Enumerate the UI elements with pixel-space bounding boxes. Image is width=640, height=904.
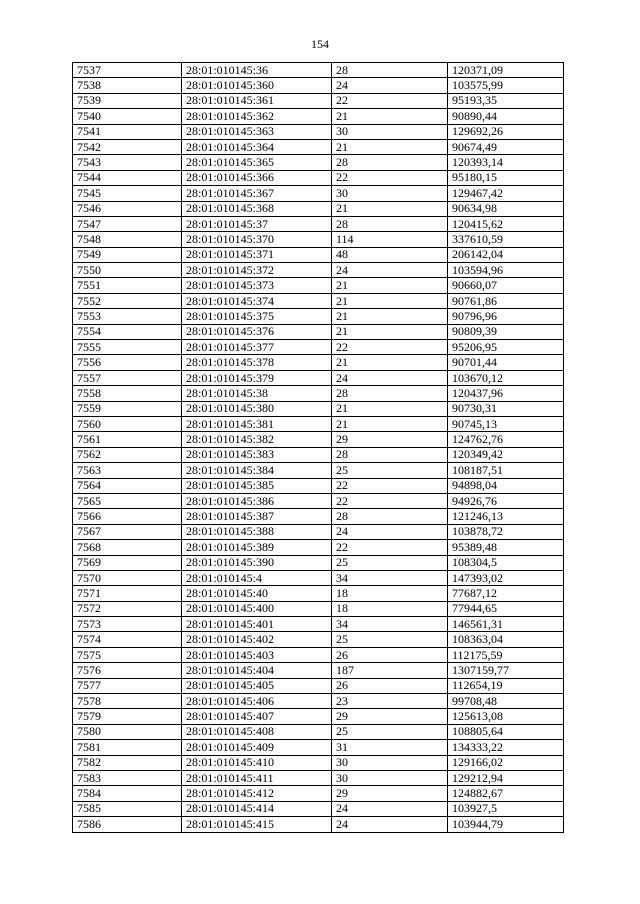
- area-cell: 23: [332, 694, 448, 709]
- area-cell: 21: [332, 324, 448, 339]
- cadastral-number-cell: 28:01:010145:384: [182, 463, 332, 478]
- cadastral-number-cell: 28:01:010145:408: [182, 724, 332, 739]
- table-row: [73, 647, 564, 662]
- value-cell: 124762,76: [448, 432, 564, 447]
- value-cell: 103927,5: [448, 801, 564, 816]
- row-number-cell: 7583: [73, 770, 182, 785]
- row-number-cell: 7567: [73, 524, 182, 539]
- value-cell: 124882,67: [448, 786, 564, 801]
- value-cell: 95180,15: [448, 170, 564, 185]
- table-row: [73, 340, 564, 355]
- table-row: [73, 232, 564, 247]
- value-cell: 99708,48: [448, 694, 564, 709]
- cadastral-number-cell: 28:01:010145:377: [182, 340, 332, 355]
- cadastral-number-cell: 28:01:010145:404: [182, 663, 332, 678]
- value-cell: 90660,07: [448, 278, 564, 293]
- table-row: [73, 786, 564, 801]
- value-cell: 1307159,77: [448, 663, 564, 678]
- value-cell: 206142,04: [448, 247, 564, 262]
- area-cell: 28: [332, 386, 448, 401]
- table-row: [73, 463, 564, 478]
- cadastral-number-cell: 28:01:010145:403: [182, 647, 332, 662]
- cadastral-number-cell: 28:01:010145:362: [182, 109, 332, 124]
- value-cell: 108805,64: [448, 724, 564, 739]
- value-cell: 90761,86: [448, 293, 564, 308]
- table-row: [73, 447, 564, 462]
- area-cell: 24: [332, 817, 448, 832]
- cadastral-number-cell: 28:01:010145:364: [182, 139, 332, 154]
- table-row: [73, 263, 564, 278]
- table-row: [73, 678, 564, 693]
- table-row: [73, 170, 564, 185]
- row-number-cell: 7549: [73, 247, 182, 262]
- value-cell: 94926,76: [448, 493, 564, 508]
- area-cell: 34: [332, 570, 448, 585]
- row-number-cell: 7580: [73, 724, 182, 739]
- row-number-cell: 7551: [73, 278, 182, 293]
- table-row: [73, 416, 564, 431]
- area-cell: 22: [332, 478, 448, 493]
- area-cell: 26: [332, 647, 448, 662]
- table-row: [73, 109, 564, 124]
- table-row: [73, 432, 564, 447]
- row-number-cell: 7585: [73, 801, 182, 816]
- area-cell: 24: [332, 801, 448, 816]
- value-cell: 103575,99: [448, 78, 564, 93]
- cadastral-number-cell: 28:01:010145:414: [182, 801, 332, 816]
- table-row: [73, 586, 564, 601]
- area-cell: 22: [332, 540, 448, 555]
- cadastral-number-cell: 28:01:010145:36: [182, 63, 332, 78]
- table-row: [73, 293, 564, 308]
- table-row: [73, 370, 564, 385]
- cadastral-number-cell: 28:01:010145:415: [182, 817, 332, 832]
- table-row: [73, 309, 564, 324]
- value-cell: 90796,96: [448, 309, 564, 324]
- value-cell: 77687,12: [448, 586, 564, 601]
- area-cell: 18: [332, 586, 448, 601]
- value-cell: 90745,13: [448, 416, 564, 431]
- area-cell: 34: [332, 617, 448, 632]
- row-number-cell: 7576: [73, 663, 182, 678]
- table-row: [73, 724, 564, 739]
- table-row: [73, 601, 564, 616]
- table-row: [73, 817, 564, 832]
- value-cell: 120371,09: [448, 63, 564, 78]
- cadastral-number-cell: 28:01:010145:371: [182, 247, 332, 262]
- cadastral-number-cell: 28:01:010145:373: [182, 278, 332, 293]
- row-number-cell: 7566: [73, 509, 182, 524]
- table-row: [73, 139, 564, 154]
- area-cell: 30: [332, 770, 448, 785]
- row-number-cell: 7581: [73, 740, 182, 755]
- row-number-cell: 7548: [73, 232, 182, 247]
- area-cell: 24: [332, 524, 448, 539]
- row-number-cell: 7586: [73, 817, 182, 832]
- area-cell: 22: [332, 340, 448, 355]
- area-cell: 21: [332, 109, 448, 124]
- row-number-cell: 7572: [73, 601, 182, 616]
- row-number-cell: 7562: [73, 447, 182, 462]
- page-number: 154: [311, 37, 329, 51]
- cadastral-number-cell: 28:01:010145:376: [182, 324, 332, 339]
- cadastral-number-cell: 28:01:010145:38: [182, 386, 332, 401]
- cadastral-number-cell: 28:01:010145:363: [182, 124, 332, 139]
- cadastral-number-cell: 28:01:010145:400: [182, 601, 332, 616]
- table-row: [73, 570, 564, 585]
- cadastral-number-cell: 28:01:010145:386: [182, 493, 332, 508]
- area-cell: 29: [332, 432, 448, 447]
- table-row: [73, 324, 564, 339]
- cadastral-number-cell: 28:01:010145:381: [182, 416, 332, 431]
- table-row: [73, 201, 564, 216]
- table-row: [73, 709, 564, 724]
- row-number-cell: 7552: [73, 293, 182, 308]
- value-cell: 129692,26: [448, 124, 564, 139]
- cadastral-number-cell: 28:01:010145:375: [182, 309, 332, 324]
- cadastral-number-cell: 28:01:010145:382: [182, 432, 332, 447]
- table-row: [73, 524, 564, 539]
- area-cell: 28: [332, 509, 448, 524]
- table-row: [73, 186, 564, 201]
- row-number-cell: 7550: [73, 263, 182, 278]
- value-cell: 95389,48: [448, 540, 564, 555]
- table-body: [73, 63, 564, 833]
- area-cell: 21: [332, 278, 448, 293]
- value-cell: 120415,62: [448, 216, 564, 231]
- cadastral-number-cell: 28:01:010145:407: [182, 709, 332, 724]
- value-cell: 120393,14: [448, 155, 564, 170]
- area-cell: 28: [332, 155, 448, 170]
- value-cell: 112175,59: [448, 647, 564, 662]
- data-table: [72, 62, 564, 833]
- cadastral-number-cell: 28:01:010145:402: [182, 632, 332, 647]
- table-row: [73, 124, 564, 139]
- row-number-cell: 7542: [73, 139, 182, 154]
- value-cell: 134333,22: [448, 740, 564, 755]
- row-number-cell: 7565: [73, 493, 182, 508]
- area-cell: 28: [332, 447, 448, 462]
- table-row: [73, 63, 564, 78]
- area-cell: 22: [332, 493, 448, 508]
- table-row: [73, 770, 564, 785]
- row-number-cell: 7564: [73, 478, 182, 493]
- row-number-cell: 7575: [73, 647, 182, 662]
- row-number-cell: 7553: [73, 309, 182, 324]
- cadastral-number-cell: 28:01:010145:374: [182, 293, 332, 308]
- table-row: [73, 401, 564, 416]
- cadastral-number-cell: 28:01:010145:387: [182, 509, 332, 524]
- area-cell: 25: [332, 555, 448, 570]
- row-number-cell: 7545: [73, 186, 182, 201]
- cadastral-number-cell: 28:01:010145:379: [182, 370, 332, 385]
- cadastral-number-cell: 28:01:010145:388: [182, 524, 332, 539]
- cadastral-number-cell: 28:01:010145:389: [182, 540, 332, 555]
- value-cell: 90730,31: [448, 401, 564, 416]
- table-row: [73, 617, 564, 632]
- value-cell: 129166,02: [448, 755, 564, 770]
- cadastral-number-cell: 28:01:010145:406: [182, 694, 332, 709]
- area-cell: 21: [332, 139, 448, 154]
- cadastral-number-cell: 28:01:010145:378: [182, 355, 332, 370]
- row-number-cell: 7547: [73, 216, 182, 231]
- area-cell: 29: [332, 786, 448, 801]
- cadastral-number-cell: 28:01:010145:383: [182, 447, 332, 462]
- row-number-cell: 7537: [73, 63, 182, 78]
- value-cell: 129212,94: [448, 770, 564, 785]
- value-cell: 103944,79: [448, 817, 564, 832]
- area-cell: 25: [332, 632, 448, 647]
- value-cell: 112654,19: [448, 678, 564, 693]
- row-number-cell: 7578: [73, 694, 182, 709]
- area-cell: 25: [332, 463, 448, 478]
- value-cell: 147393,02: [448, 570, 564, 585]
- row-number-cell: 7539: [73, 93, 182, 108]
- table-row: [73, 509, 564, 524]
- cadastral-number-cell: 28:01:010145:361: [182, 93, 332, 108]
- row-number-cell: 7557: [73, 370, 182, 385]
- row-number-cell: 7560: [73, 416, 182, 431]
- value-cell: 103594,96: [448, 263, 564, 278]
- value-cell: 108304,5: [448, 555, 564, 570]
- row-number-cell: 7571: [73, 586, 182, 601]
- area-cell: 22: [332, 170, 448, 185]
- cadastral-number-cell: 28:01:010145:37: [182, 216, 332, 231]
- table-row: [73, 355, 564, 370]
- cadastral-number-cell: 28:01:010145:390: [182, 555, 332, 570]
- area-cell: 29: [332, 709, 448, 724]
- area-cell: 24: [332, 263, 448, 278]
- table-row: [73, 555, 564, 570]
- cadastral-number-cell: 28:01:010145:367: [182, 186, 332, 201]
- cadastral-number-cell: 28:01:010145:412: [182, 786, 332, 801]
- row-number-cell: 7540: [73, 109, 182, 124]
- value-cell: 95206,95: [448, 340, 564, 355]
- table-row: [73, 478, 564, 493]
- area-cell: 24: [332, 78, 448, 93]
- value-cell: 90701,44: [448, 355, 564, 370]
- value-cell: 129467,42: [448, 186, 564, 201]
- row-number-cell: 7569: [73, 555, 182, 570]
- value-cell: 94898,04: [448, 478, 564, 493]
- area-cell: 30: [332, 755, 448, 770]
- area-cell: 21: [332, 355, 448, 370]
- area-cell: 25: [332, 724, 448, 739]
- value-cell: 120349,42: [448, 447, 564, 462]
- value-cell: 90634,98: [448, 201, 564, 216]
- area-cell: 31: [332, 740, 448, 755]
- value-cell: 146561,31: [448, 617, 564, 632]
- table-row: [73, 801, 564, 816]
- row-number-cell: 7574: [73, 632, 182, 647]
- cadastral-number-cell: 28:01:010145:372: [182, 263, 332, 278]
- cadastral-number-cell: 28:01:010145:411: [182, 770, 332, 785]
- table-row: [73, 755, 564, 770]
- row-number-cell: 7544: [73, 170, 182, 185]
- row-number-cell: 7563: [73, 463, 182, 478]
- table-row: [73, 740, 564, 755]
- cadastral-number-cell: 28:01:010145:366: [182, 170, 332, 185]
- cadastral-number-cell: 28:01:010145:380: [182, 401, 332, 416]
- value-cell: 120437,96: [448, 386, 564, 401]
- area-cell: 28: [332, 63, 448, 78]
- area-cell: 21: [332, 201, 448, 216]
- cadastral-number-cell: 28:01:010145:385: [182, 478, 332, 493]
- table-row: [73, 694, 564, 709]
- area-cell: 30: [332, 186, 448, 201]
- area-cell: 21: [332, 293, 448, 308]
- row-number-cell: 7573: [73, 617, 182, 632]
- area-cell: 48: [332, 247, 448, 262]
- row-number-cell: 7577: [73, 678, 182, 693]
- area-cell: 30: [332, 124, 448, 139]
- value-cell: 90809,39: [448, 324, 564, 339]
- value-cell: 108363,04: [448, 632, 564, 647]
- row-number-cell: 7582: [73, 755, 182, 770]
- table-row: [73, 540, 564, 555]
- row-number-cell: 7559: [73, 401, 182, 416]
- table-row: [73, 216, 564, 231]
- value-cell: 103670,12: [448, 370, 564, 385]
- cadastral-number-cell: 28:01:010145:360: [182, 78, 332, 93]
- row-number-cell: 7543: [73, 155, 182, 170]
- area-cell: 21: [332, 416, 448, 431]
- cadastral-number-cell: 28:01:010145:409: [182, 740, 332, 755]
- value-cell: 125613,08: [448, 709, 564, 724]
- cadastral-number-cell: 28:01:010145:368: [182, 201, 332, 216]
- cadastral-number-cell: 28:01:010145:370: [182, 232, 332, 247]
- value-cell: 121246,13: [448, 509, 564, 524]
- area-cell: 22: [332, 93, 448, 108]
- area-cell: 114: [332, 232, 448, 247]
- value-cell: 108187,51: [448, 463, 564, 478]
- table-row: [73, 493, 564, 508]
- row-number-cell: 7538: [73, 78, 182, 93]
- table-row: [73, 278, 564, 293]
- area-cell: 26: [332, 678, 448, 693]
- value-cell: 337610,59: [448, 232, 564, 247]
- row-number-cell: 7570: [73, 570, 182, 585]
- cadastral-number-cell: 28:01:010145:4: [182, 570, 332, 585]
- area-cell: 21: [332, 309, 448, 324]
- table-row: [73, 93, 564, 108]
- row-number-cell: 7558: [73, 386, 182, 401]
- cadastral-number-cell: 28:01:010145:401: [182, 617, 332, 632]
- row-number-cell: 7584: [73, 786, 182, 801]
- table-row: [73, 78, 564, 93]
- value-cell: 90890,44: [448, 109, 564, 124]
- row-number-cell: 7579: [73, 709, 182, 724]
- value-cell: 95193,35: [448, 93, 564, 108]
- cadastral-number-cell: 28:01:010145:40: [182, 586, 332, 601]
- table-row: [73, 632, 564, 647]
- area-cell: 28: [332, 216, 448, 231]
- area-cell: 187: [332, 663, 448, 678]
- row-number-cell: 7554: [73, 324, 182, 339]
- row-number-cell: 7556: [73, 355, 182, 370]
- area-cell: 21: [332, 401, 448, 416]
- table-row: [73, 386, 564, 401]
- row-number-cell: 7568: [73, 540, 182, 555]
- area-cell: 18: [332, 601, 448, 616]
- area-cell: 24: [332, 370, 448, 385]
- value-cell: 90674,49: [448, 139, 564, 154]
- table-row: [73, 663, 564, 678]
- value-cell: 77944,65: [448, 601, 564, 616]
- value-cell: 103878,72: [448, 524, 564, 539]
- row-number-cell: 7541: [73, 124, 182, 139]
- row-number-cell: 7546: [73, 201, 182, 216]
- row-number-cell: 7561: [73, 432, 182, 447]
- cadastral-number-cell: 28:01:010145:405: [182, 678, 332, 693]
- table-row: [73, 155, 564, 170]
- cadastral-number-cell: 28:01:010145:365: [182, 155, 332, 170]
- cadastral-number-cell: 28:01:010145:410: [182, 755, 332, 770]
- row-number-cell: 7555: [73, 340, 182, 355]
- table-row: [73, 247, 564, 262]
